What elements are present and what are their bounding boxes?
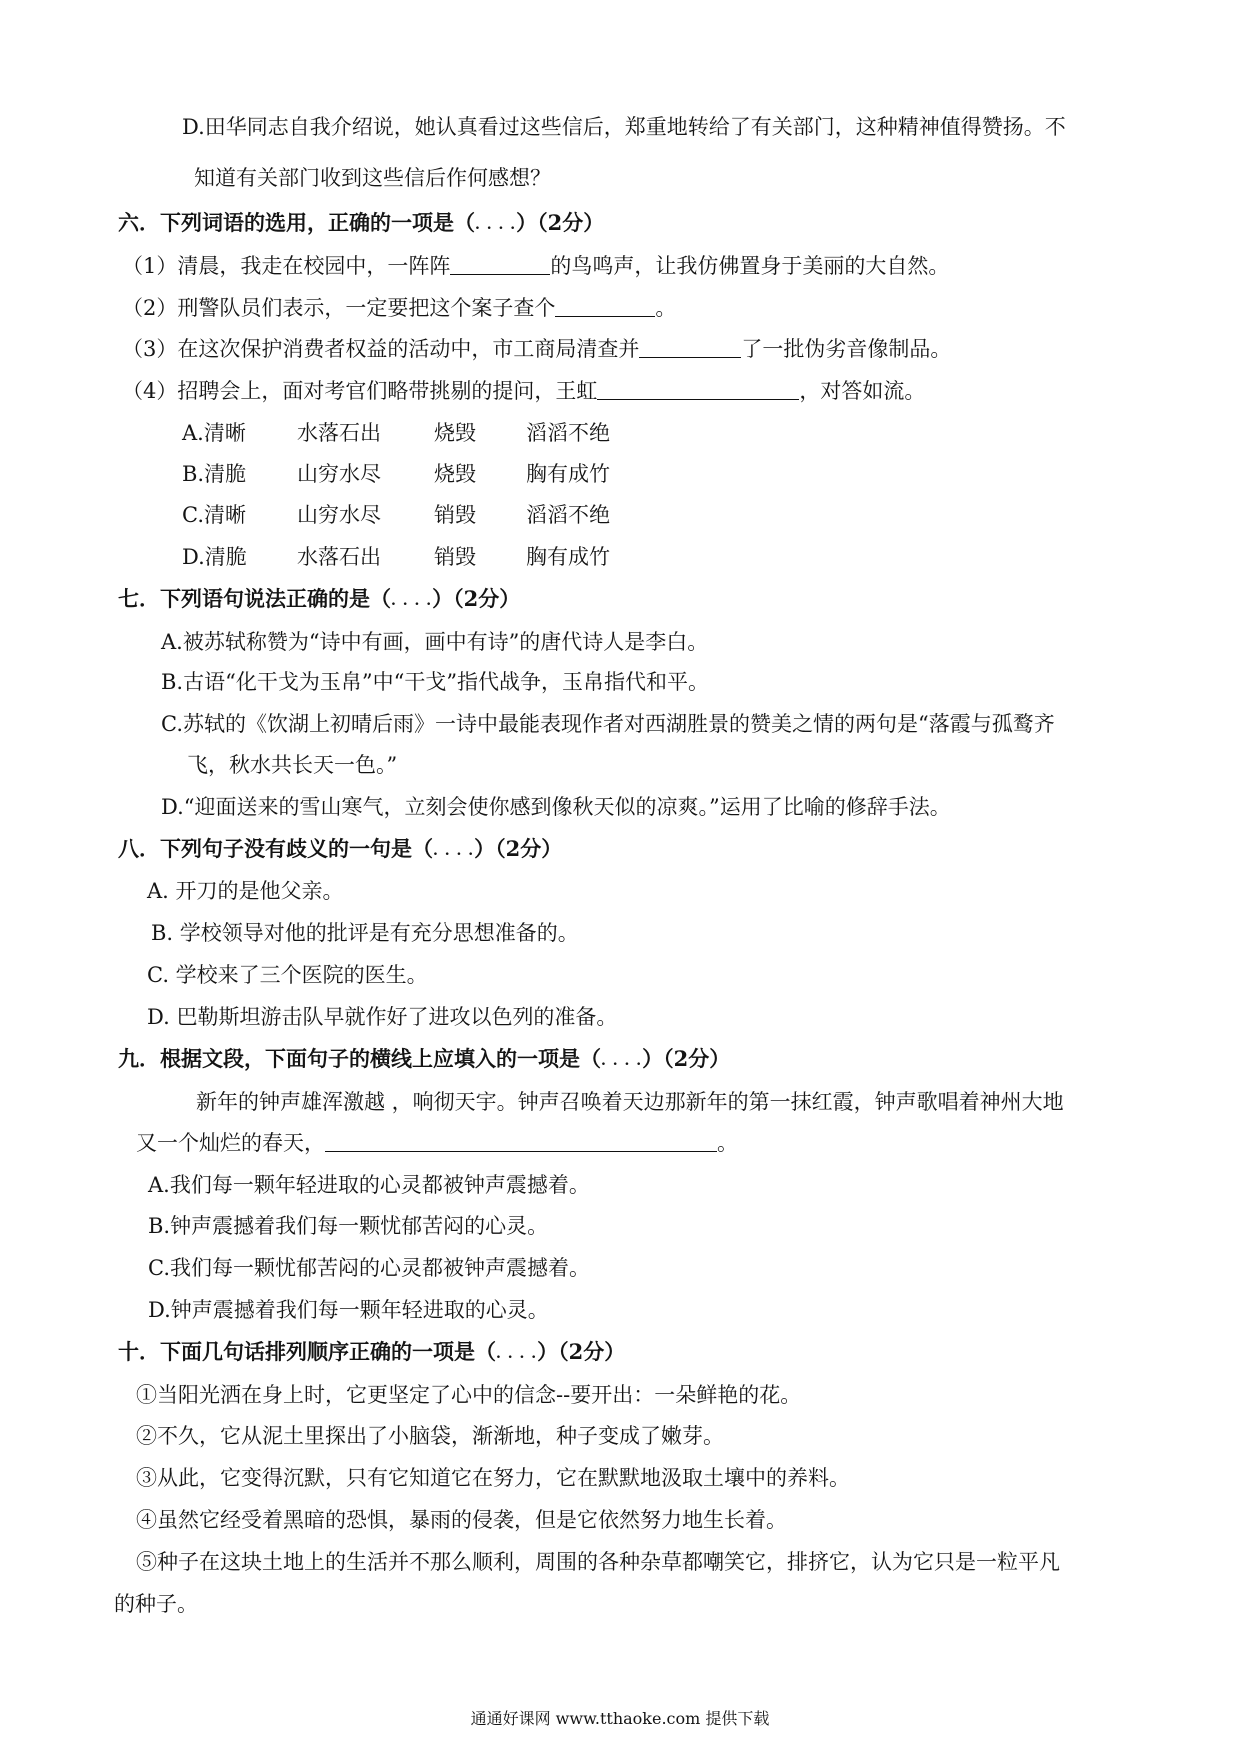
- q9-passage-line1: 新年的钟声雄浑激越 ，响彻天宇。钟声召唤着天边那新年的第一抹红霞，钟声歌唱着神州大地: [196, 1090, 1064, 1114]
- q7-option-c-line2: 飞，秋水共长天一色。”: [187, 753, 398, 777]
- q7-option-d: D.“迎面送来的雪山寒气，立刻会使你感到像秋天似的凉爽。”运用了比喻的修辞手法。: [161, 795, 951, 819]
- q9-title: 九．根据文段，下面句子的横线上应填入的一项是（. . . .）（2分）: [118, 1046, 731, 1071]
- q10-sentence-5-line2: 的种子。: [114, 1592, 198, 1616]
- q5-option-d-line1: D.田华同志自我介绍说，她认真看过这些信后，郑重地转给了有关部门，这种精神值得赞扬。不: [182, 115, 1066, 139]
- q9-option-b: B.钟声震撼着我们每一颗忧郁苦闷的心灵。: [148, 1214, 549, 1238]
- q6-title: 六．下列词语的选用，正确的一项是（. . . .）（2分）: [118, 210, 605, 235]
- q7-title: 七．下列语句说法正确的是（. . . .）（2分）: [118, 586, 521, 611]
- q10-title: 十．下面几句话排列顺序正确的一项是（. . . .）（2分）: [118, 1339, 626, 1364]
- answer-blank: [325, 1129, 717, 1152]
- exam-page: D.田华同志自我介绍说，她认真看过这些信后，郑重地转给了有关部门，这种精神值得赞扬。不 知道有关部门收到这些信后作何感想？ 六．下列词语的选用，正确的一项是（. . . .）（2分） （1）清晨，我走在校园中，一阵阵 的鸟鸣声，让我仿佛置身于美丽的大自然。 （2）刑警队员们表示，一定要把这个案子查个 。 （3）在这次保护消费者权益的活动中，市工商局清查并 了一批伪劣音像制品。 （4）招聘会上，面对考官们略带挑剔的提问，王虹 ，对答如流。 A.清晰 水落石出 烧毁 滔滔不绝 B.清脆 山穷水尽 烧毁 胸有成竹 C.清晰 山穷水尽 销毁 滔滔不绝 D.清脆 水落石出 销毁 胸有成竹 七．下列语句说法正确的是（. . . .）（2分） A.被苏轼称赞为“诗中有画，画中有诗”的唐代诗人是李白。 B.古语“化干戈为玉帛”中“干戈”指代战争，玉帛指代和平。 C.苏轼的《饮湖上初晴后雨》一诗中最能表现作者对西湖胜景的赞美之情的两句是“落霞与孤鹜齐 飞，秋水共长天一色。” D.“迎面送来的雪山寒气，立刻会使你感到像秋天似的凉爽。”运用了比喻的修辞手法。 八．下列句子没有歧义的一句是（. . . .）（2分） A. 开刀的是他父亲。 B. 学校领导对他的批评是有充分思想准备的。 C. 学校来了三个医院的医生。 D. 巴勒斯坦游击队早就作好了进攻以色列的准备。 九．根据文段，下面句子的横线上应填入的一项是（. . . .）（2分） 新年的钟声雄浑激越 ，响彻天宇。钟声召唤着天边那新年的第一抹红霞，钟声歌唱着神州大地 又一个灿烂的春天， 。 A.我们每一颗年轻进取的心灵都被钟声震撼着。 B.钟声震撼着我们每一颗忧郁苦闷的心灵。 C.我们每一颗忧郁苦闷的心灵都被钟声震撼着。 D.钟声震撼着我们每一颗年轻进取的心灵。 十．下面几句话排列顺序正确的一项是（. . . .）（2分） ①当阳光洒在身上时，它更坚定了心中的信念--要开出：一朵鲜艳的花。 ②不久，它从泥土里探出了小脑袋，渐渐地，种子变成了嫩芽。 ③从此，它变得沉默，只有它知道它在努力，它在默默地汲取土壤中的养料。 ④虽然它经受着黑暗的恐惧，暴雨的侵袭，但是它依然努力地生长着。 ⑤种子在这块土地上的生活并不那么顺利，周围的各种杂草都嘲笑它，排挤它，认为它只是一粒平凡 的种子。 通通好课网 www.tthaoke.com 提供下载: [0, 0, 1240, 1754]
- answer-blank: [639, 335, 741, 358]
- q10-sentence-5-line1: ⑤种子在这块土地上的生活并不那么顺利，周围的各种杂草都嘲笑它，排挤它，认为它只是一粒平凡: [136, 1550, 1060, 1574]
- q8-option-d: D. 巴勒斯坦游击队早就作好了进攻以色列的准备。: [147, 1005, 618, 1029]
- answer-blank: [450, 252, 550, 275]
- q10-sentence-2: ②不久，它从泥土里探出了小脑袋，渐渐地，种子变成了嫩芽。: [136, 1424, 724, 1448]
- q9-option-a: A.我们每一颗年轻进取的心灵都被钟声震撼着。: [148, 1173, 590, 1197]
- answer-blank: [555, 294, 655, 317]
- q10-sentence-3: ③从此，它变得沉默，只有它知道它在努力，它在默默地汲取土壤中的养料。: [136, 1466, 850, 1490]
- q8-option-b: B. 学校领导对他的批评是有充分思想准备的。: [151, 921, 579, 945]
- q8-option-a: A. 开刀的是他父亲。: [147, 879, 344, 903]
- q7-option-c-line1: C.苏轼的《饮湖上初晴后雨》一诗中最能表现作者对西湖胜景的赞美之情的两句是“落霞与孤鹜齐: [161, 712, 1055, 736]
- q10-sentence-1: ①当阳光洒在身上时，它更坚定了心中的信念--要开出：一朵鲜艳的花。: [136, 1383, 802, 1407]
- q6-sentence-3: （3）在这次保护消费者权益的活动中，市工商局清查并 了一批伪劣音像制品。: [122, 337, 952, 361]
- q9-option-d: D.钟声震撼着我们每一颗年轻进取的心灵。: [148, 1298, 549, 1322]
- q7-option-b: B.古语“化干戈为玉帛”中“干戈”指代战争，玉帛指代和平。: [161, 670, 710, 694]
- q9-option-c: C.我们每一颗忧郁苦闷的心灵都被钟声震撼着。: [148, 1256, 590, 1280]
- q7-option-a: A.被苏轼称赞为“诗中有画，画中有诗”的唐代诗人是李白。: [161, 630, 709, 654]
- q8-option-c: C. 学校来了三个医院的医生。: [147, 963, 428, 987]
- answer-blank: [597, 377, 799, 400]
- page-footer: 通通好课网 www.tthaoke.com 提供下载: [470, 1709, 770, 1728]
- q6-sentence-4: （4）招聘会上，面对考官们略带挑剔的提问，王虹 ，对答如流。: [122, 379, 926, 403]
- q6-sentence-2: （2）刑警队员们表示，一定要把这个案子查个 。: [122, 296, 677, 320]
- q10-sentence-4: ④虽然它经受着黑暗的恐惧，暴雨的侵袭，但是它依然努力地生长着。: [136, 1508, 787, 1532]
- q6-sentence-1: （1）清晨，我走在校园中，一阵阵 的鸟鸣声，让我仿佛置身于美丽的大自然。: [122, 254, 950, 278]
- q5-option-d-line2: 知道有关部门收到这些信后作何感想？: [194, 166, 551, 190]
- q9-passage-line2: 又一个灿烂的春天， 。: [136, 1131, 738, 1155]
- q8-title: 八．下列句子没有歧义的一句是（. . . .）（2分）: [118, 836, 563, 861]
